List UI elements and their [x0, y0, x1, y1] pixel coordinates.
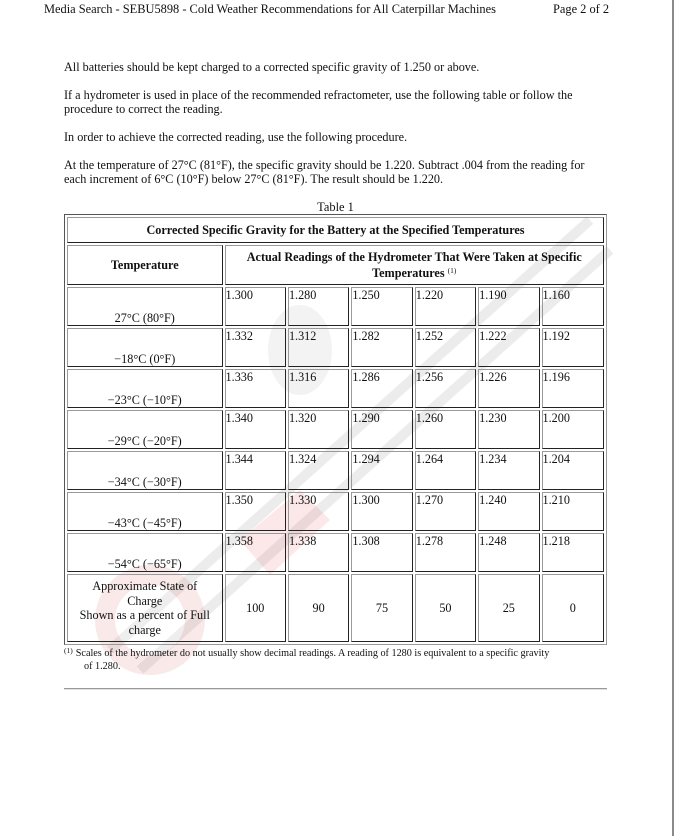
- reading-cell: 1.286: [351, 369, 412, 408]
- reading-cell: 1.282: [351, 328, 412, 367]
- footnote-text-line1: Scales of the hydrometer do not usually show decimal readings. A reading of 1280 is equivalent to a specific gravity: [75, 648, 550, 659]
- page-number: Page 2 of 2: [553, 2, 610, 16]
- column-header-readings-text: Actual Readings of the Hydrometer That Were Taken at Specific Temperatures: [246, 250, 582, 280]
- reading-cell: 1.324: [288, 451, 349, 490]
- paragraph-hydrometer: If a hydrometer is used in place of the recommended refractometer, use the following table or follow the procedure to correct the reading.: [64, 88, 573, 116]
- section-divider: [64, 688, 607, 690]
- reading-cell: 1.234: [478, 451, 539, 490]
- column-header-readings: [225, 245, 604, 285]
- reading-cell: 1.278: [415, 533, 476, 572]
- reading-cell: 1.260: [415, 410, 476, 449]
- reading-cell: 1.190: [478, 287, 539, 326]
- table-row: [67, 492, 604, 531]
- page-header: [0, 0, 675, 20]
- reading-cell: 1.300: [225, 287, 286, 326]
- reading-cell: 1.340: [225, 410, 286, 449]
- reading-cell: 1.294: [351, 451, 412, 490]
- reading-cell: 1.196: [542, 369, 605, 408]
- temperature-cell: −29°C (−20°F): [67, 410, 223, 449]
- footnote-mark: (1): [64, 646, 73, 655]
- table-caption: Table 1: [317, 200, 354, 214]
- reading-cell: 1.222: [478, 328, 539, 367]
- reading-cell: 1.204: [542, 451, 605, 490]
- reading-cell: 1.218: [542, 533, 605, 572]
- table-row: [67, 451, 604, 490]
- reading-cell: 1.252: [415, 328, 476, 367]
- reading-cell: 1.230: [478, 410, 539, 449]
- table-row: [67, 410, 604, 449]
- state-of-charge-label-line: Charge: [127, 593, 163, 608]
- reading-cell: 1.290: [351, 410, 412, 449]
- reading-cell: 1.250: [351, 287, 412, 326]
- table-title: Corrected Specific Gravity for the Battery at the Specified Temperatures: [67, 217, 604, 243]
- reading-cell: 1.320: [288, 410, 349, 449]
- state-of-charge-cell: 100: [225, 574, 286, 642]
- document-title: Media Search - SEBU5898 - Cold Weather Recommendations for All Caterpillar Machines: [44, 2, 496, 16]
- temperature-cell: −18°C (0°F): [67, 328, 223, 367]
- state-of-charge-cell: 0: [542, 574, 605, 642]
- reading-cell: 1.210: [542, 492, 605, 531]
- state-of-charge-label-line: Shown as a percent of Full: [79, 608, 210, 622]
- footnote-text-line2: of 1.280.: [84, 661, 121, 672]
- column-header-temperature: Temperature: [67, 245, 223, 285]
- paragraph-battery-charge: All batteries should be kept charged to a corrected specific gravity of 1.250 or above.: [64, 60, 480, 74]
- state-of-charge-label-line: Approximate State of: [92, 579, 198, 593]
- temperature-cell: −54°C (−65°F): [67, 533, 223, 572]
- reading-cell: 1.160: [542, 287, 605, 326]
- reading-cell: 1.308: [351, 533, 412, 572]
- table-row: [67, 533, 604, 572]
- reading-cell: 1.300: [351, 492, 412, 531]
- reading-cell: 1.332: [225, 328, 286, 367]
- temperature-cell: −23°C (−10°F): [67, 369, 223, 408]
- reading-cell: 1.336: [225, 369, 286, 408]
- table-row: [67, 287, 604, 326]
- reading-cell: 1.316: [288, 369, 349, 408]
- state-of-charge-cell: 25: [478, 574, 539, 642]
- temperature-cell: −34°C (−30°F): [67, 451, 223, 490]
- reading-cell: 1.200: [542, 410, 605, 449]
- page-edge-rule: [672, 0, 674, 836]
- state-of-charge-label: [67, 574, 223, 642]
- reading-cell: 1.256: [415, 369, 476, 408]
- reading-cell: 1.264: [415, 451, 476, 490]
- temperature-cell: −43°C (−45°F): [67, 492, 223, 531]
- reading-cell: 1.338: [288, 533, 349, 572]
- reading-cell: 1.358: [225, 533, 286, 572]
- reading-cell: 1.226: [478, 369, 539, 408]
- footnote-reference: (1): [447, 266, 457, 275]
- state-of-charge-label-line: charge: [128, 622, 161, 637]
- specific-gravity-table: [64, 214, 607, 645]
- state-of-charge-cell: 90: [288, 574, 349, 642]
- reading-cell: 1.192: [542, 328, 605, 367]
- reading-cell: 1.248: [478, 533, 539, 572]
- reading-cell: 1.312: [288, 328, 349, 367]
- reading-cell: 1.220: [415, 287, 476, 326]
- reading-cell: 1.350: [225, 492, 286, 531]
- table-body: [67, 287, 604, 642]
- reading-cell: 1.270: [415, 492, 476, 531]
- footnote: [64, 644, 609, 673]
- table-row: [67, 369, 604, 408]
- state-of-charge-cell: 50: [415, 574, 476, 642]
- reading-cell: 1.280: [288, 287, 349, 326]
- paragraph-procedure: At the temperature of 27°C (81°F), the specific gravity should be 1.220. Subtract .004 from the reading for each increment of 6°C (10°F) below 27°C (81°F). The result should be 1.220.: [64, 158, 585, 186]
- table-row-state-of-charge: [67, 574, 604, 642]
- table-row: [67, 328, 604, 367]
- state-of-charge-cell: 75: [351, 574, 412, 642]
- reading-cell: 1.344: [225, 451, 286, 490]
- reading-cell: 1.330: [288, 492, 349, 531]
- temperature-cell: 27°C (80°F): [67, 287, 223, 326]
- reading-cell: 1.240: [478, 492, 539, 531]
- paragraph-procedure-intro: In order to achieve the corrected reading, use the following procedure.: [64, 130, 408, 144]
